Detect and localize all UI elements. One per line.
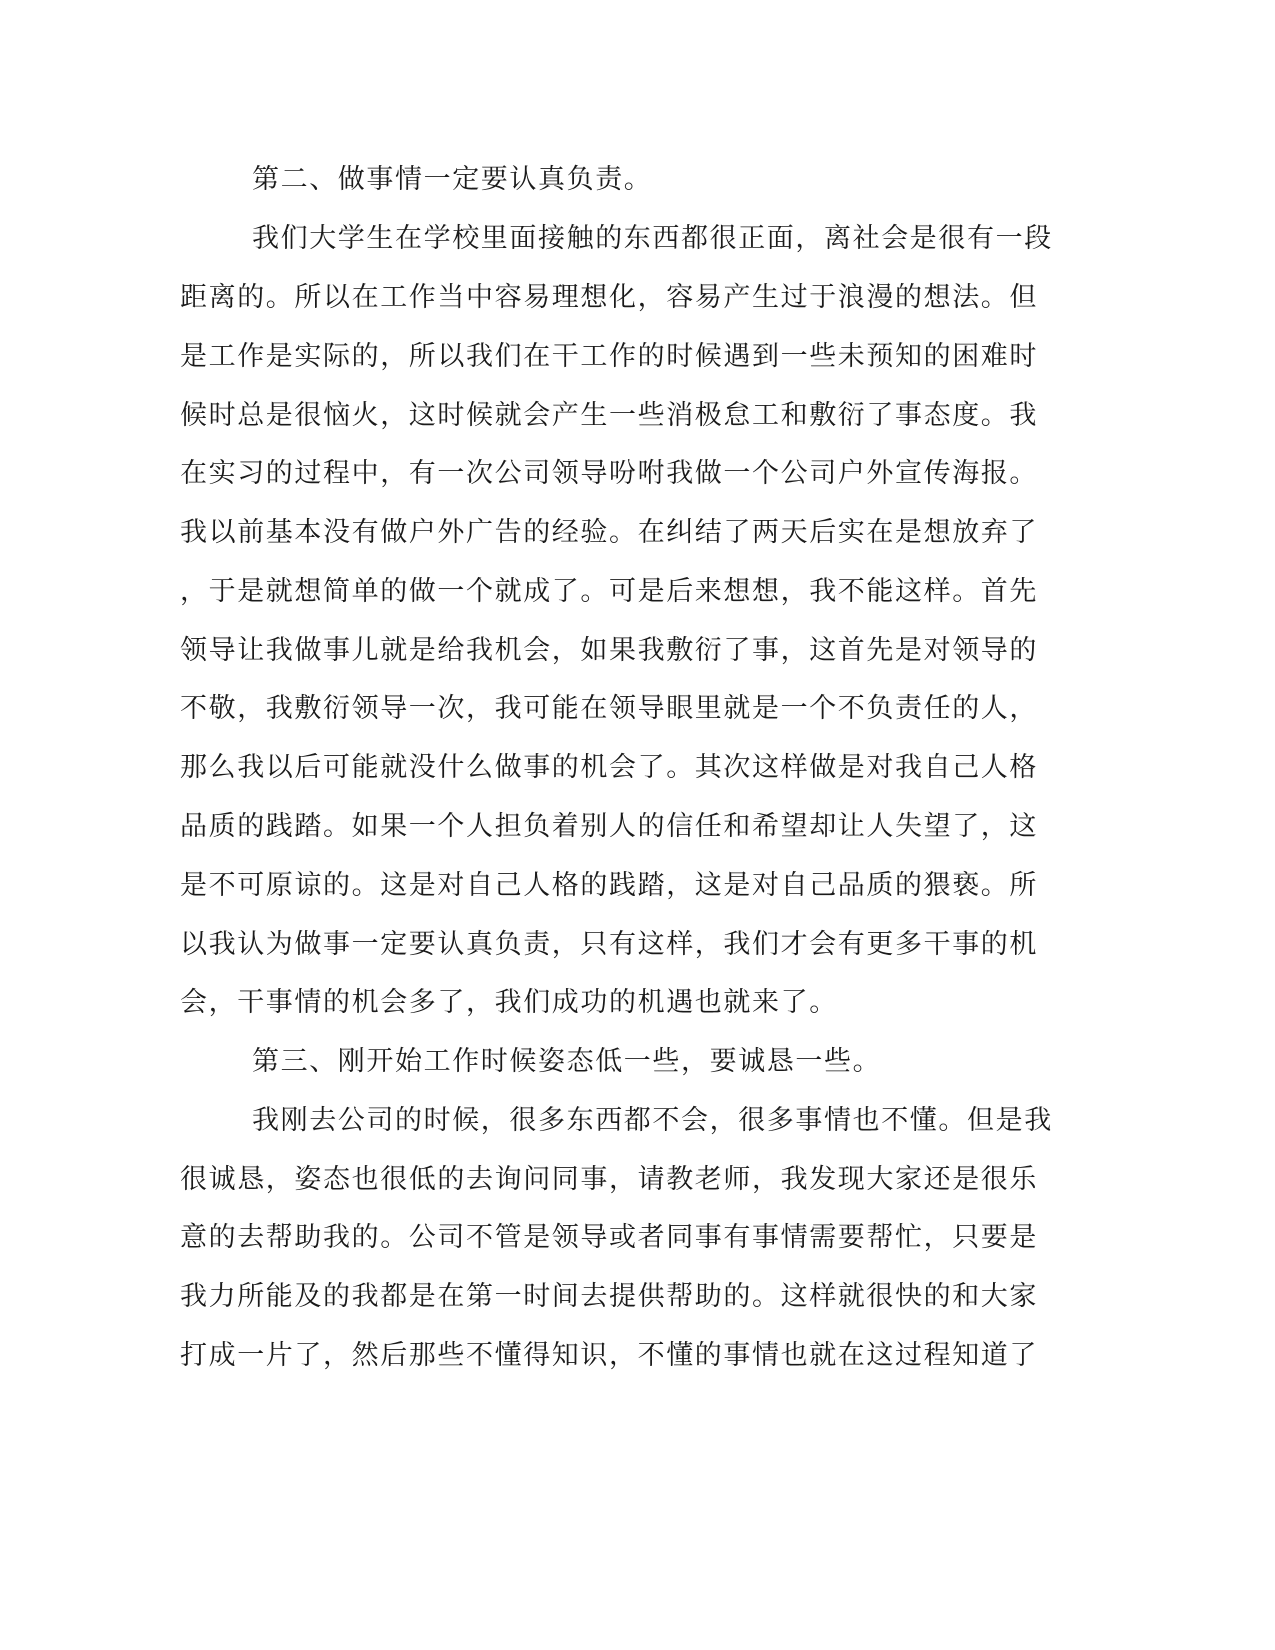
paragraph-line: 是不可原谅的。这是对自己人格的践踏，这是对自己品质的猥亵。所 [180, 870, 1038, 901]
paragraph-line: 我们大学生在学校里面接触的东西都很正面，离社会是很有一段 [252, 223, 1053, 254]
paragraph-line: 意的去帮助我的。公司不管是领导或者同事有事情需要帮忙，只要是 [180, 1222, 1038, 1253]
paragraph-line: 不敬，我敷衍领导一次，我可能在领导眼里就是一个不负责任的人， [180, 693, 1038, 724]
paragraph-line: 以我认为做事一定要认真负责，只有这样，我们才会有更多干事的机 [180, 929, 1038, 960]
section-heading: 第二、做事情一定要认真负责。 [252, 164, 653, 195]
paragraph-line: 我以前基本没有做户外广告的经验。在纠结了两天后实在是想放弃了 [180, 517, 1038, 548]
paragraph-line: 是工作是实际的，所以我们在干工作的时候遇到一些未预知的困难时 [180, 341, 1038, 372]
paragraph-line: 在实习的过程中，有一次公司领导吩咐我做一个公司户外宣传海报。 [180, 458, 1038, 489]
paragraph-line: 领导让我做事儿就是给我机会，如果我敷衍了事，这首先是对领导的 [180, 635, 1038, 666]
section-heading: 第三、刚开始工作时候姿态低一些，要诚恳一些。 [252, 1046, 882, 1077]
paragraph-line: 距离的。所以在工作当中容易理想化，容易产生过于浪漫的想法。但 [180, 282, 1038, 313]
paragraph-line: 打成一片了，然后那些不懂得知识，不懂的事情也就在这过程知道了 [180, 1340, 1038, 1371]
paragraph-line: 我刚去公司的时候，很多东西都不会，很多事情也不懂。但是我 [252, 1105, 1053, 1136]
paragraph-line: ，于是就想简单的做一个就成了。可是后来想想，我不能这样。首先 [180, 576, 1038, 607]
paragraph-line: 那么我以后可能就没什么做事的机会了。其次这样做是对我自己人格 [180, 752, 1038, 783]
paragraph-line: 很诚恳，姿态也很低的去询问同事，请教老师，我发现大家还是很乐 [180, 1164, 1038, 1195]
paragraph-line: 候时总是很恼火，这时候就会产生一些消极怠工和敷衍了事态度。我 [180, 400, 1038, 431]
paragraph-line: 会，干事情的机会多了，我们成功的机遇也就来了。 [180, 987, 838, 1018]
paragraph-line: 我力所能及的我都是在第一时间去提供帮助的。这样就很快的和大家 [180, 1281, 1038, 1312]
paragraph-line: 品质的践踏。如果一个人担负着别人的信任和希望却让人失望了，这 [180, 811, 1038, 842]
